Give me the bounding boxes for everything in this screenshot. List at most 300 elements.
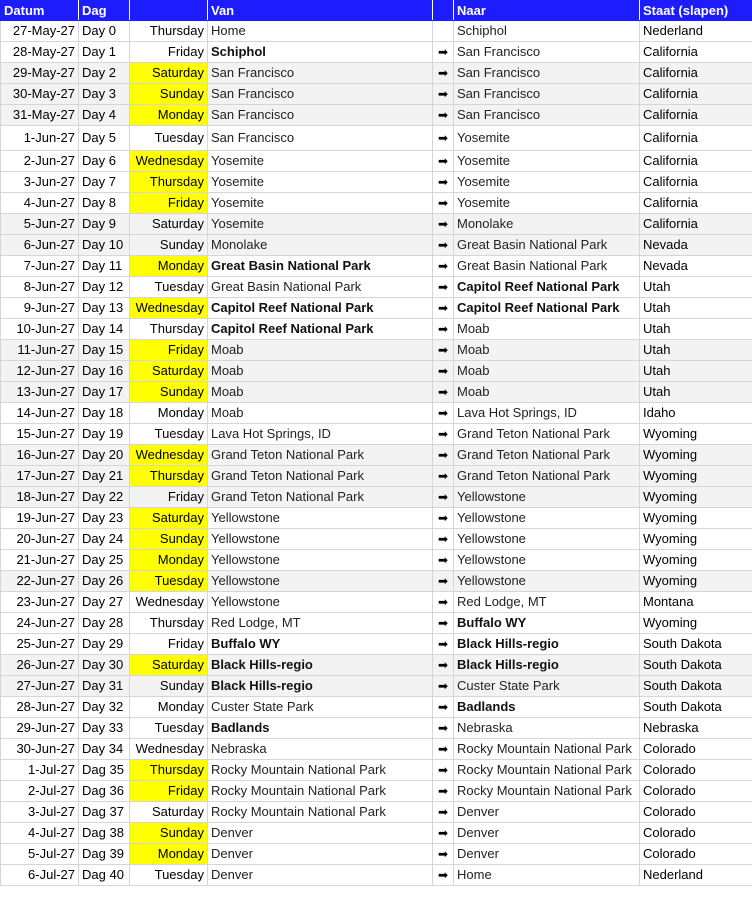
- arrow-cell[interactable]: ➡: [433, 214, 454, 235]
- from-cell[interactable]: Rocky Mountain National Park: [208, 760, 433, 781]
- to-cell[interactable]: Yellowstone: [454, 529, 640, 550]
- state-cell[interactable]: California: [640, 214, 752, 235]
- weekday-cell[interactable]: Sunday: [130, 823, 208, 844]
- from-cell[interactable]: Badlands: [208, 718, 433, 739]
- date-cell[interactable]: 18-Jun-27: [1, 487, 79, 508]
- day-cell[interactable]: Dag 35: [79, 760, 130, 781]
- arrow-cell[interactable]: ➡: [433, 445, 454, 466]
- state-cell[interactable]: South Dakota: [640, 655, 752, 676]
- to-cell[interactable]: Moab: [454, 319, 640, 340]
- arrow-cell[interactable]: ➡: [433, 193, 454, 214]
- table-row: [1, 403, 752, 424]
- weekday-cell[interactable]: Monday: [130, 403, 208, 424]
- to-cell[interactable]: Grand Teton National Park: [454, 424, 640, 445]
- arrow-cell[interactable]: ➡: [433, 319, 454, 340]
- date-cell[interactable]: 31-May-27: [1, 105, 79, 126]
- arrow-cell[interactable]: ➡: [433, 592, 454, 613]
- weekday-cell[interactable]: Wednesday: [130, 592, 208, 613]
- arrow-cell[interactable]: ➡: [433, 63, 454, 84]
- weekday-cell[interactable]: Monday: [130, 105, 208, 126]
- day-cell[interactable]: Day 0: [79, 21, 130, 42]
- date-cell[interactable]: 4-Jun-27: [1, 193, 79, 214]
- from-cell[interactable]: Schiphol: [208, 42, 433, 63]
- day-cell[interactable]: Day 22: [79, 487, 130, 508]
- date-cell[interactable]: 22-Jun-27: [1, 571, 79, 592]
- date-cell[interactable]: 1-Jun-27: [1, 126, 79, 151]
- date-cell[interactable]: 19-Jun-27: [1, 508, 79, 529]
- day-cell[interactable]: Day 28: [79, 613, 130, 634]
- weekday-cell[interactable]: Saturday: [130, 508, 208, 529]
- arrow-cell[interactable]: ➡: [433, 84, 454, 105]
- weekday-cell[interactable]: Tuesday: [130, 865, 208, 886]
- to-cell[interactable]: Yosemite: [454, 172, 640, 193]
- weekday-cell[interactable]: Thursday: [130, 172, 208, 193]
- state-cell[interactable]: Wyoming: [640, 550, 752, 571]
- to-cell[interactable]: Rocky Mountain National Park: [454, 760, 640, 781]
- date-cell[interactable]: 5-Jul-27: [1, 844, 79, 865]
- date-cell[interactable]: 6-Jun-27: [1, 235, 79, 256]
- date-cell[interactable]: 3-Jun-27: [1, 172, 79, 193]
- to-cell[interactable]: Moab: [454, 340, 640, 361]
- from-cell[interactable]: Black Hills-regio: [208, 676, 433, 697]
- table-row: [1, 487, 752, 508]
- date-cell[interactable]: 17-Jun-27: [1, 466, 79, 487]
- to-cell[interactable]: Grand Teton National Park: [454, 466, 640, 487]
- from-cell[interactable]: Buffalo WY: [208, 634, 433, 655]
- day-cell[interactable]: Day 32: [79, 697, 130, 718]
- header-weekday[interactable]: [130, 1, 208, 21]
- arrow-cell[interactable]: ➡: [433, 865, 454, 886]
- to-cell[interactable]: Badlands: [454, 697, 640, 718]
- from-cell[interactable]: Capitol Reef National Park: [208, 319, 433, 340]
- to-cell[interactable]: Denver: [454, 823, 640, 844]
- arrow-cell[interactable]: ➡: [433, 823, 454, 844]
- weekday-cell[interactable]: Wednesday: [130, 739, 208, 760]
- date-cell[interactable]: 10-Jun-27: [1, 319, 79, 340]
- arrow-cell[interactable]: ➡: [433, 802, 454, 823]
- weekday-cell[interactable]: Wednesday: [130, 298, 208, 319]
- date-cell[interactable]: 28-Jun-27: [1, 697, 79, 718]
- to-cell[interactable]: Red Lodge, MT: [454, 592, 640, 613]
- state-cell[interactable]: Idaho: [640, 403, 752, 424]
- state-cell[interactable]: Wyoming: [640, 424, 752, 445]
- weekday-cell[interactable]: Wednesday: [130, 151, 208, 172]
- arrow-cell[interactable]: ➡: [433, 298, 454, 319]
- from-cell[interactable]: Denver: [208, 844, 433, 865]
- day-cell[interactable]: Day 10: [79, 235, 130, 256]
- day-cell[interactable]: Day 29: [79, 634, 130, 655]
- day-cell[interactable]: Day 30: [79, 655, 130, 676]
- date-cell[interactable]: 16-Jun-27: [1, 445, 79, 466]
- day-cell[interactable]: Day 13: [79, 298, 130, 319]
- to-cell[interactable]: Moab: [454, 382, 640, 403]
- state-cell[interactable]: South Dakota: [640, 676, 752, 697]
- weekday-cell[interactable]: Friday: [130, 193, 208, 214]
- day-cell[interactable]: Day 17: [79, 382, 130, 403]
- to-cell[interactable]: Buffalo WY: [454, 613, 640, 634]
- arrow-cell[interactable]: ➡: [433, 382, 454, 403]
- date-cell[interactable]: 15-Jun-27: [1, 424, 79, 445]
- from-cell[interactable]: Yosemite: [208, 193, 433, 214]
- day-cell[interactable]: Dag 37: [79, 802, 130, 823]
- date-cell[interactable]: 23-Jun-27: [1, 592, 79, 613]
- day-cell[interactable]: Day 1: [79, 42, 130, 63]
- to-cell[interactable]: San Francisco: [454, 63, 640, 84]
- weekday-cell[interactable]: Monday: [130, 256, 208, 277]
- state-cell[interactable]: California: [640, 126, 752, 151]
- weekday-cell[interactable]: Friday: [130, 487, 208, 508]
- weekday-cell[interactable]: Sunday: [130, 235, 208, 256]
- from-cell[interactable]: Great Basin National Park: [208, 277, 433, 298]
- state-cell[interactable]: South Dakota: [640, 634, 752, 655]
- from-cell[interactable]: Custer State Park: [208, 697, 433, 718]
- day-cell[interactable]: Day 5: [79, 126, 130, 151]
- to-cell[interactable]: Grand Teton National Park: [454, 445, 640, 466]
- arrow-cell[interactable]: ➡: [433, 424, 454, 445]
- weekday-cell[interactable]: Thursday: [130, 319, 208, 340]
- from-cell[interactable]: Yosemite: [208, 172, 433, 193]
- to-cell[interactable]: Yellowstone: [454, 508, 640, 529]
- state-cell[interactable]: California: [640, 151, 752, 172]
- to-cell[interactable]: Capitol Reef National Park: [454, 277, 640, 298]
- weekday-cell[interactable]: Saturday: [130, 361, 208, 382]
- to-cell[interactable]: Yellowstone: [454, 571, 640, 592]
- header-date[interactable]: Datum: [1, 1, 79, 21]
- state-cell[interactable]: California: [640, 193, 752, 214]
- weekday-cell[interactable]: Wednesday: [130, 445, 208, 466]
- arrow-cell[interactable]: ➡: [433, 466, 454, 487]
- state-cell[interactable]: Wyoming: [640, 508, 752, 529]
- to-cell[interactable]: Denver: [454, 802, 640, 823]
- day-cell[interactable]: Dag 36: [79, 781, 130, 802]
- arrow-cell[interactable]: ➡: [433, 508, 454, 529]
- weekday-cell[interactable]: Saturday: [130, 655, 208, 676]
- state-cell[interactable]: Nevada: [640, 235, 752, 256]
- to-cell[interactable]: Black Hills-regio: [454, 634, 640, 655]
- weekday-cell[interactable]: Monday: [130, 844, 208, 865]
- weekday-cell[interactable]: Thursday: [130, 466, 208, 487]
- weekday-cell[interactable]: Friday: [130, 340, 208, 361]
- day-cell[interactable]: Day 11: [79, 256, 130, 277]
- weekday-cell[interactable]: Thursday: [130, 760, 208, 781]
- date-cell[interactable]: 13-Jun-27: [1, 382, 79, 403]
- arrow-cell[interactable]: ➡: [433, 634, 454, 655]
- weekday-cell[interactable]: Sunday: [130, 529, 208, 550]
- to-cell[interactable]: Yosemite: [454, 126, 640, 151]
- date-cell[interactable]: 27-Jun-27: [1, 676, 79, 697]
- arrow-cell[interactable]: ➡: [433, 781, 454, 802]
- state-cell[interactable]: Utah: [640, 382, 752, 403]
- date-cell[interactable]: 24-Jun-27: [1, 613, 79, 634]
- day-cell[interactable]: Day 23: [79, 508, 130, 529]
- date-cell[interactable]: 29-May-27: [1, 63, 79, 84]
- from-cell[interactable]: Lava Hot Springs, ID: [208, 424, 433, 445]
- day-cell[interactable]: Day 34: [79, 739, 130, 760]
- table-row: [1, 63, 752, 84]
- to-cell[interactable]: Yellowstone: [454, 550, 640, 571]
- state-cell[interactable]: Utah: [640, 298, 752, 319]
- to-cell[interactable]: Yosemite: [454, 193, 640, 214]
- from-cell[interactable]: Nebraska: [208, 739, 433, 760]
- arrow-cell[interactable]: ➡: [433, 235, 454, 256]
- state-cell[interactable]: Nederland: [640, 21, 752, 42]
- arrow-cell[interactable]: ➡: [433, 42, 454, 63]
- date-cell[interactable]: 7-Jun-27: [1, 256, 79, 277]
- from-cell[interactable]: Yosemite: [208, 214, 433, 235]
- from-cell[interactable]: San Francisco: [208, 105, 433, 126]
- arrow-cell[interactable]: ➡: [433, 151, 454, 172]
- date-cell[interactable]: 3-Jul-27: [1, 802, 79, 823]
- weekday-cell[interactable]: Tuesday: [130, 571, 208, 592]
- arrow-cell[interactable]: ➡: [433, 697, 454, 718]
- to-cell[interactable]: Custer State Park: [454, 676, 640, 697]
- state-cell[interactable]: Colorado: [640, 739, 752, 760]
- day-cell[interactable]: Day 14: [79, 319, 130, 340]
- state-cell[interactable]: Colorado: [640, 844, 752, 865]
- arrow-cell[interactable]: ➡: [433, 718, 454, 739]
- from-cell[interactable]: Grand Teton National Park: [208, 445, 433, 466]
- day-cell[interactable]: Day 26: [79, 571, 130, 592]
- from-cell[interactable]: Grand Teton National Park: [208, 487, 433, 508]
- weekday-cell[interactable]: Friday: [130, 42, 208, 63]
- from-cell[interactable]: Yellowstone: [208, 529, 433, 550]
- header-state[interactable]: Staat (slapen): [640, 1, 752, 21]
- state-cell[interactable]: Utah: [640, 340, 752, 361]
- weekday-cell[interactable]: Friday: [130, 634, 208, 655]
- to-cell[interactable]: Great Basin National Park: [454, 256, 640, 277]
- arrow-cell[interactable]: ➡: [433, 277, 454, 298]
- weekday-cell[interactable]: Saturday: [130, 63, 208, 84]
- arrow-cell[interactable]: ➡: [433, 487, 454, 508]
- arrow-cell[interactable]: ➡: [433, 105, 454, 126]
- arrow-cell[interactable]: ➡: [433, 340, 454, 361]
- arrow-cell[interactable]: ➡: [433, 676, 454, 697]
- from-cell[interactable]: Black Hills-regio: [208, 655, 433, 676]
- from-cell[interactable]: Rocky Mountain National Park: [208, 802, 433, 823]
- to-cell[interactable]: Yosemite: [454, 151, 640, 172]
- day-cell[interactable]: Day 21: [79, 466, 130, 487]
- state-cell[interactable]: Colorado: [640, 802, 752, 823]
- header-to[interactable]: Naar: [454, 1, 640, 21]
- state-cell[interactable]: Wyoming: [640, 466, 752, 487]
- date-cell[interactable]: 21-Jun-27: [1, 550, 79, 571]
- state-cell[interactable]: Utah: [640, 361, 752, 382]
- table-row: [1, 466, 752, 487]
- to-cell[interactable]: Rocky Mountain National Park: [454, 739, 640, 760]
- date-cell[interactable]: 28-May-27: [1, 42, 79, 63]
- state-cell[interactable]: California: [640, 105, 752, 126]
- from-cell[interactable]: Yosemite: [208, 151, 433, 172]
- weekday-cell[interactable]: Saturday: [130, 802, 208, 823]
- weekday-cell[interactable]: Saturday: [130, 214, 208, 235]
- to-cell[interactable]: San Francisco: [454, 42, 640, 63]
- day-cell[interactable]: Day 24: [79, 529, 130, 550]
- date-cell[interactable]: 20-Jun-27: [1, 529, 79, 550]
- arrow-cell[interactable]: ➡: [433, 655, 454, 676]
- to-cell[interactable]: Capitol Reef National Park: [454, 298, 640, 319]
- arrow-cell[interactable]: ➡: [433, 613, 454, 634]
- state-cell[interactable]: California: [640, 63, 752, 84]
- from-cell[interactable]: Great Basin National Park: [208, 256, 433, 277]
- date-cell[interactable]: 1-Jul-27: [1, 760, 79, 781]
- weekday-cell[interactable]: Monday: [130, 697, 208, 718]
- arrow-cell[interactable]: ➡: [433, 760, 454, 781]
- day-cell[interactable]: Day 15: [79, 340, 130, 361]
- day-cell[interactable]: Dag 39: [79, 844, 130, 865]
- to-cell[interactable]: Home: [454, 865, 640, 886]
- weekday-cell[interactable]: Sunday: [130, 382, 208, 403]
- date-cell[interactable]: 14-Jun-27: [1, 403, 79, 424]
- date-cell[interactable]: 9-Jun-27: [1, 298, 79, 319]
- state-cell[interactable]: Wyoming: [640, 571, 752, 592]
- date-cell[interactable]: 4-Jul-27: [1, 823, 79, 844]
- to-cell[interactable]: Monolake: [454, 214, 640, 235]
- day-cell[interactable]: Day 16: [79, 361, 130, 382]
- table-row: [1, 193, 752, 214]
- weekday-cell[interactable]: Sunday: [130, 676, 208, 697]
- from-cell[interactable]: Rocky Mountain National Park: [208, 781, 433, 802]
- state-cell[interactable]: Nebraska: [640, 718, 752, 739]
- to-cell[interactable]: San Francisco: [454, 105, 640, 126]
- day-cell[interactable]: Day 20: [79, 445, 130, 466]
- state-cell[interactable]: South Dakota: [640, 697, 752, 718]
- from-cell[interactable]: Capitol Reef National Park: [208, 298, 433, 319]
- day-cell[interactable]: Day 27: [79, 592, 130, 613]
- day-cell[interactable]: Day 4: [79, 105, 130, 126]
- day-cell[interactable]: Dag 38: [79, 823, 130, 844]
- to-cell[interactable]: Moab: [454, 361, 640, 382]
- from-cell[interactable]: Red Lodge, MT: [208, 613, 433, 634]
- state-cell[interactable]: Colorado: [640, 781, 752, 802]
- date-cell[interactable]: 5-Jun-27: [1, 214, 79, 235]
- date-cell[interactable]: 26-Jun-27: [1, 655, 79, 676]
- arrow-cell[interactable]: ➡: [433, 529, 454, 550]
- weekday-cell[interactable]: Friday: [130, 781, 208, 802]
- from-cell[interactable]: Denver: [208, 865, 433, 886]
- date-cell[interactable]: 6-Jul-27: [1, 865, 79, 886]
- day-cell[interactable]: Day 12: [79, 277, 130, 298]
- state-cell[interactable]: Wyoming: [640, 529, 752, 550]
- day-cell[interactable]: Day 19: [79, 424, 130, 445]
- date-cell[interactable]: 27-May-27: [1, 21, 79, 42]
- date-cell[interactable]: 2-Jul-27: [1, 781, 79, 802]
- to-cell[interactable]: Nebraska: [454, 718, 640, 739]
- state-cell[interactable]: Colorado: [640, 823, 752, 844]
- arrow-cell[interactable]: [433, 21, 454, 42]
- day-cell[interactable]: Day 33: [79, 718, 130, 739]
- day-cell[interactable]: Day 9: [79, 214, 130, 235]
- date-cell[interactable]: 2-Jun-27: [1, 151, 79, 172]
- day-cell[interactable]: Day 18: [79, 403, 130, 424]
- state-cell[interactable]: Montana: [640, 592, 752, 613]
- from-cell[interactable]: Yellowstone: [208, 550, 433, 571]
- weekday-cell[interactable]: Tuesday: [130, 126, 208, 151]
- state-cell[interactable]: Colorado: [640, 760, 752, 781]
- state-cell[interactable]: Wyoming: [640, 487, 752, 508]
- state-cell[interactable]: California: [640, 172, 752, 193]
- state-cell[interactable]: Utah: [640, 319, 752, 340]
- header-arrow[interactable]: [433, 1, 454, 21]
- date-cell[interactable]: 30-Jun-27: [1, 739, 79, 760]
- from-cell[interactable]: Denver: [208, 823, 433, 844]
- to-cell[interactable]: San Francisco: [454, 84, 640, 105]
- state-cell[interactable]: California: [640, 84, 752, 105]
- date-cell[interactable]: 30-May-27: [1, 84, 79, 105]
- arrow-cell[interactable]: ➡: [433, 126, 454, 151]
- from-cell[interactable]: Grand Teton National Park: [208, 466, 433, 487]
- state-cell[interactable]: Utah: [640, 277, 752, 298]
- date-cell[interactable]: 11-Jun-27: [1, 340, 79, 361]
- weekday-cell[interactable]: Monday: [130, 550, 208, 571]
- state-cell[interactable]: Nevada: [640, 256, 752, 277]
- arrow-cell[interactable]: ➡: [433, 844, 454, 865]
- date-cell[interactable]: 12-Jun-27: [1, 361, 79, 382]
- weekday-cell[interactable]: Thursday: [130, 613, 208, 634]
- state-cell[interactable]: California: [640, 42, 752, 63]
- state-cell[interactable]: Nederland: [640, 865, 752, 886]
- arrow-cell[interactable]: ➡: [433, 172, 454, 193]
- day-cell[interactable]: Day 2: [79, 63, 130, 84]
- state-cell[interactable]: Wyoming: [640, 445, 752, 466]
- header-from[interactable]: Van: [208, 1, 433, 21]
- day-cell[interactable]: Dag 40: [79, 865, 130, 886]
- from-cell[interactable]: Yellowstone: [208, 592, 433, 613]
- date-cell[interactable]: 29-Jun-27: [1, 718, 79, 739]
- arrow-cell[interactable]: ➡: [433, 571, 454, 592]
- from-cell[interactable]: San Francisco: [208, 126, 433, 151]
- to-cell[interactable]: Rocky Mountain National Park: [454, 781, 640, 802]
- from-cell[interactable]: Yellowstone: [208, 508, 433, 529]
- to-cell[interactable]: Schiphol: [454, 21, 640, 42]
- from-cell[interactable]: San Francisco: [208, 63, 433, 84]
- from-cell[interactable]: Moab: [208, 403, 433, 424]
- day-cell[interactable]: Day 8: [79, 193, 130, 214]
- from-cell[interactable]: Home: [208, 21, 433, 42]
- from-cell[interactable]: Yellowstone: [208, 571, 433, 592]
- from-cell[interactable]: San Francisco: [208, 84, 433, 105]
- day-cell[interactable]: Day 31: [79, 676, 130, 697]
- from-cell[interactable]: Monolake: [208, 235, 433, 256]
- day-cell[interactable]: Day 25: [79, 550, 130, 571]
- weekday-cell[interactable]: Tuesday: [130, 424, 208, 445]
- to-cell[interactable]: Great Basin National Park: [454, 235, 640, 256]
- date-cell[interactable]: 8-Jun-27: [1, 277, 79, 298]
- day-cell[interactable]: Day 6: [79, 151, 130, 172]
- weekday-cell[interactable]: Sunday: [130, 84, 208, 105]
- to-cell[interactable]: Black Hills-regio: [454, 655, 640, 676]
- arrow-cell[interactable]: ➡: [433, 739, 454, 760]
- header-day[interactable]: Dag: [79, 1, 130, 21]
- arrow-cell[interactable]: ➡: [433, 361, 454, 382]
- state-cell[interactable]: Wyoming: [640, 613, 752, 634]
- to-cell[interactable]: Lava Hot Springs, ID: [454, 403, 640, 424]
- arrow-cell[interactable]: ➡: [433, 256, 454, 277]
- weekday-cell[interactable]: Tuesday: [130, 718, 208, 739]
- day-cell[interactable]: Day 7: [79, 172, 130, 193]
- to-cell[interactable]: Denver: [454, 844, 640, 865]
- from-cell[interactable]: Moab: [208, 382, 433, 403]
- weekday-cell[interactable]: Tuesday: [130, 277, 208, 298]
- date-cell[interactable]: 25-Jun-27: [1, 634, 79, 655]
- to-cell[interactable]: Yellowstone: [454, 487, 640, 508]
- weekday-cell[interactable]: Thursday: [130, 21, 208, 42]
- table-row: [1, 571, 752, 592]
- from-cell[interactable]: Moab: [208, 340, 433, 361]
- arrow-cell[interactable]: ➡: [433, 550, 454, 571]
- day-cell[interactable]: Day 3: [79, 84, 130, 105]
- from-cell[interactable]: Moab: [208, 361, 433, 382]
- arrow-cell[interactable]: ➡: [433, 403, 454, 424]
